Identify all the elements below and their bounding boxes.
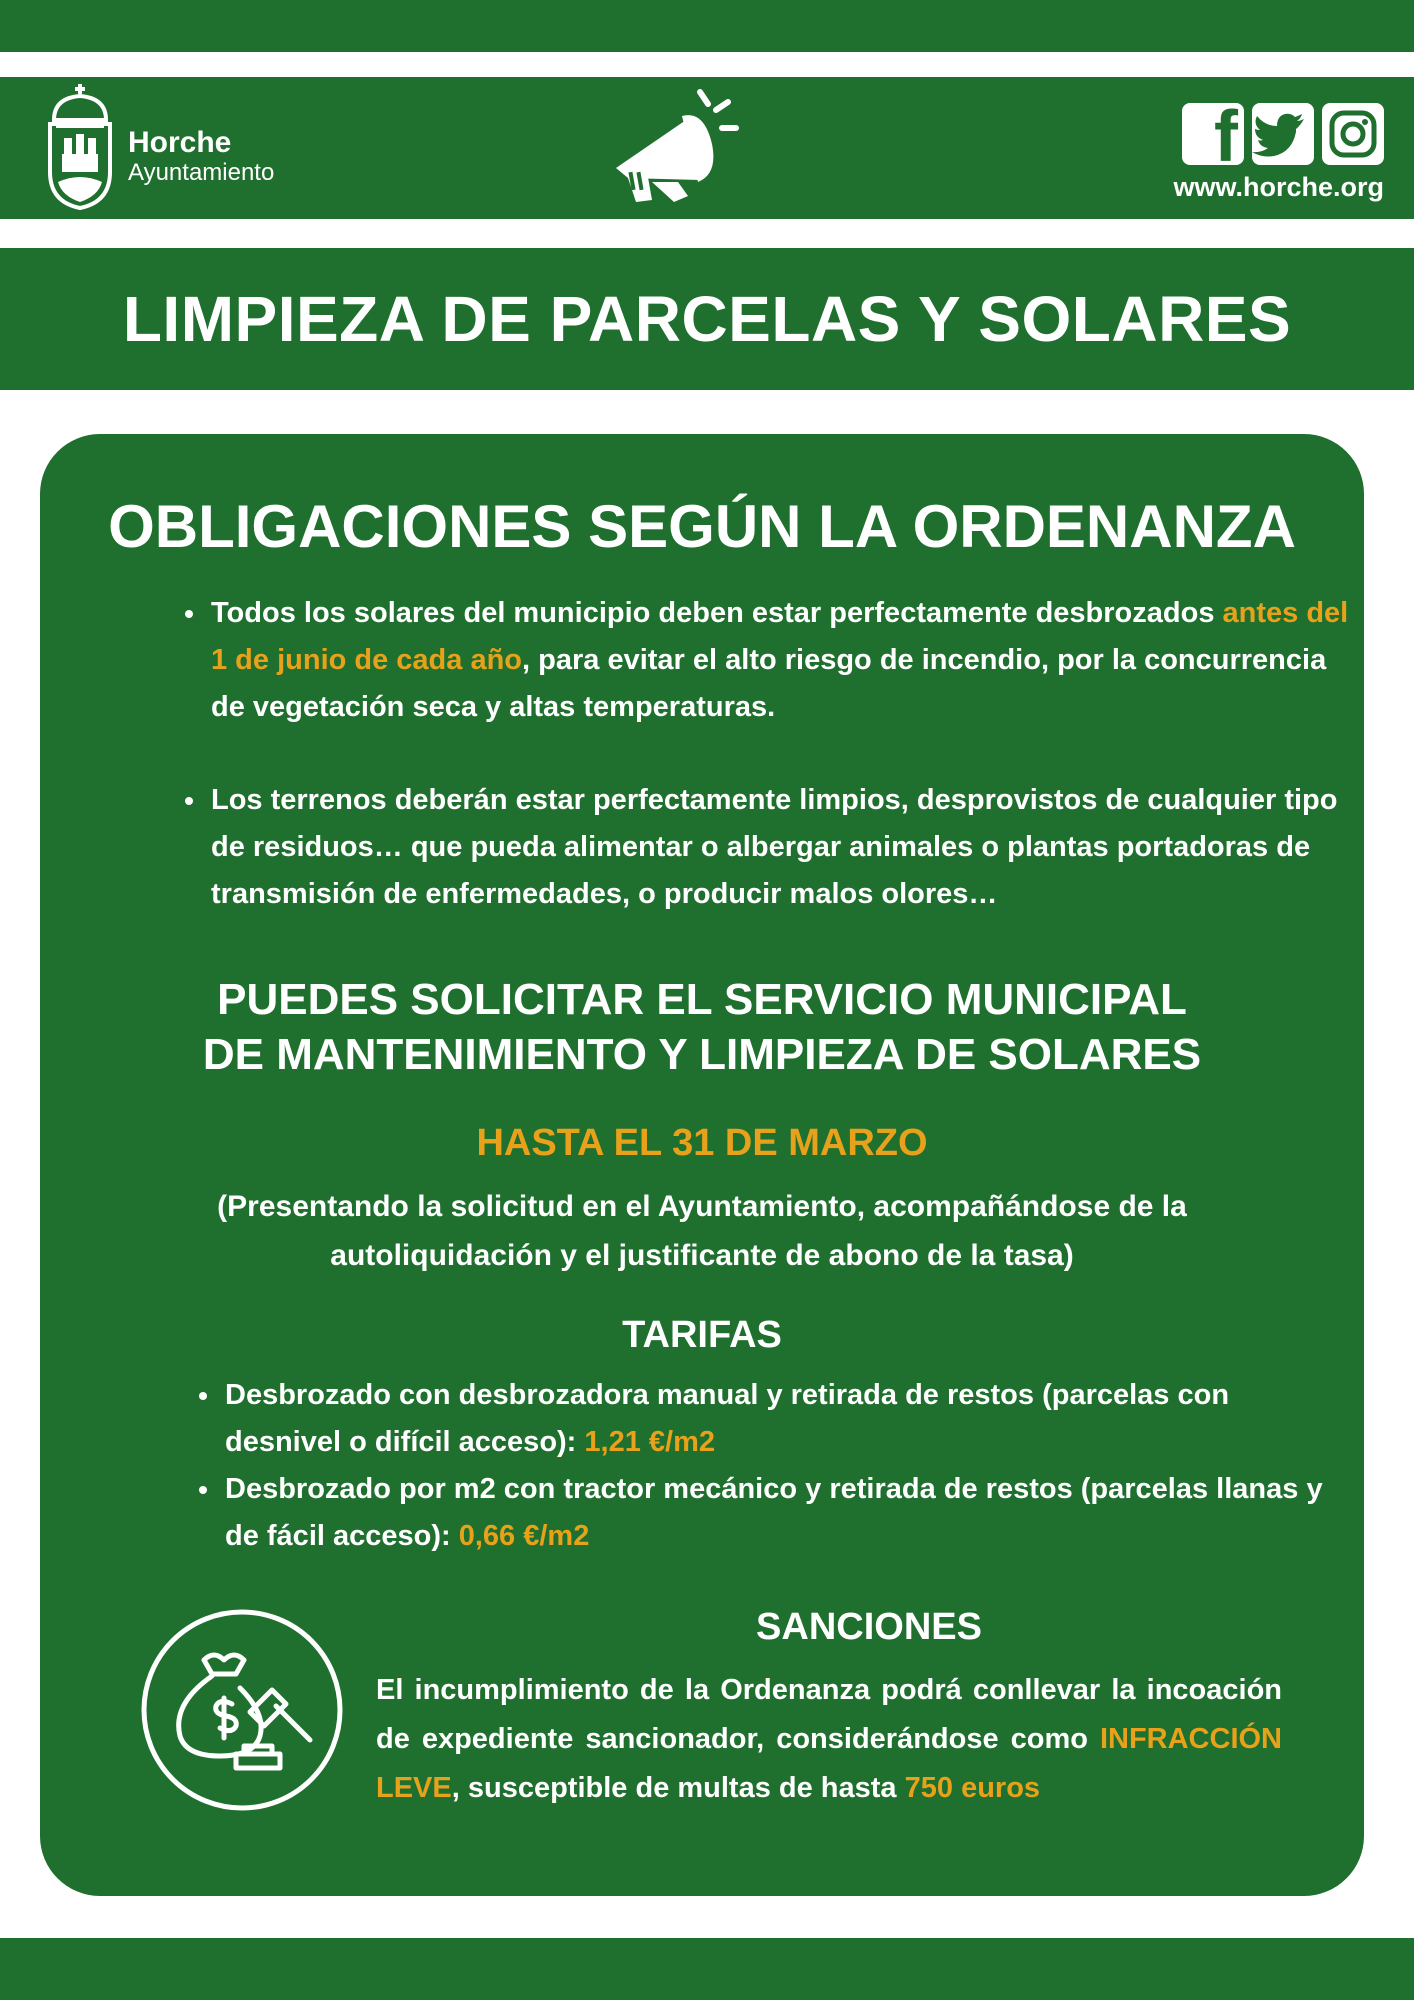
item-text: Todos los solares del municipio deben estar perfectamente desbrozados: [211, 597, 1223, 629]
page-title: LIMPIEZA DE PARCELAS Y SOLARES: [122, 283, 1292, 355]
logo-subtitle: Ayuntamiento: [128, 159, 275, 186]
sanctions-text-part: El incumplimiento de la Ordenanza podrá conllevar la incoación de expediente sancionador, considerándose como: [376, 1674, 1282, 1755]
bottom-green-band: [0, 1938, 1414, 2000]
application-note: [40, 1182, 1364, 1280]
obligations-heading: OBLIGACIONES SEGÚN LA ORDENANZA: [108, 493, 1296, 560]
item-text: , para evitar el alto riesgo de incendio, por la concurrencia de vegetación seca y altas temperaturas.: [211, 644, 1327, 723]
service-heading-line1: PUEDES SOLICITAR EL SERVICIO MUNICIPAL: [217, 975, 1187, 1024]
instagram-icon[interactable]: [1322, 103, 1384, 165]
list-item: [225, 1372, 1345, 1466]
sanctions-text-part: , susceptible de multas de hasta: [451, 1772, 905, 1804]
obligations-list: [181, 590, 1351, 918]
sanctions-text: [376, 1666, 1282, 1813]
twitter-icon[interactable]: [1252, 103, 1314, 165]
infraction-highlight: INFRACCIÓN LEVE: [376, 1723, 1282, 1804]
facebook-icon[interactable]: f: [1182, 103, 1244, 165]
list-item: [225, 1466, 1345, 1560]
rate-price: 1,21 €/m2: [584, 1426, 716, 1458]
note-line1: (Presentando la solicitud en el Ayuntamiento, acompañándose de la: [217, 1190, 1187, 1223]
rates-heading: TARIFAS: [622, 1314, 782, 1356]
rate-description: Desbrozado por m2 con tractor mecánico y retirada de restos (parcelas llanas y de fácil acceso):: [225, 1473, 1323, 1552]
top-green-band: [0, 0, 1414, 52]
content-card: [40, 434, 1364, 1896]
rate-description: Desbrozado con desbrozadora manual y retirada de restos (parcelas con desnivel o difícil acceso):: [225, 1379, 1230, 1458]
deadline-highlight: antes del 1 de junio de cada año: [211, 597, 1349, 676]
sanctions-heading: SANCIONES: [756, 1606, 982, 1648]
service-heading-line2: DE MANTENIMIENTO Y LIMPIEZA DE SOLARES: [202, 1030, 1202, 1079]
fine-amount-highlight: 750 euros: [904, 1772, 1041, 1804]
money-bag-gavel-icon: [140, 1608, 344, 1812]
megaphone-icon: [612, 86, 742, 216]
website-link[interactable]: www.horche.org: [1173, 172, 1384, 202]
rate-price: 0,66 €/m2: [458, 1520, 590, 1552]
title-banner: [0, 248, 1414, 390]
social-links: [1182, 103, 1384, 165]
service-heading: [40, 972, 1364, 1082]
list-item: [211, 590, 1351, 731]
rates-list: [195, 1372, 1345, 1560]
coat-of-arms-icon: [40, 82, 120, 212]
note-line2: autoliquidación y el justificante de abono de la tasa): [330, 1239, 1074, 1272]
list-item: Los terrenos deberán estar perfectamente limpios, desprovistos de cualquier tipo de residuos… que pueda alimentar o albergar animales o plantas portadoras de transmisión de enfermedades, o producir malos olores…: [211, 777, 1351, 918]
deadline-text: HASTA EL 31 DE MARZO: [476, 1122, 928, 1164]
horche-logo[interactable]: [40, 82, 320, 214]
logo-name: Horche: [128, 126, 232, 159]
